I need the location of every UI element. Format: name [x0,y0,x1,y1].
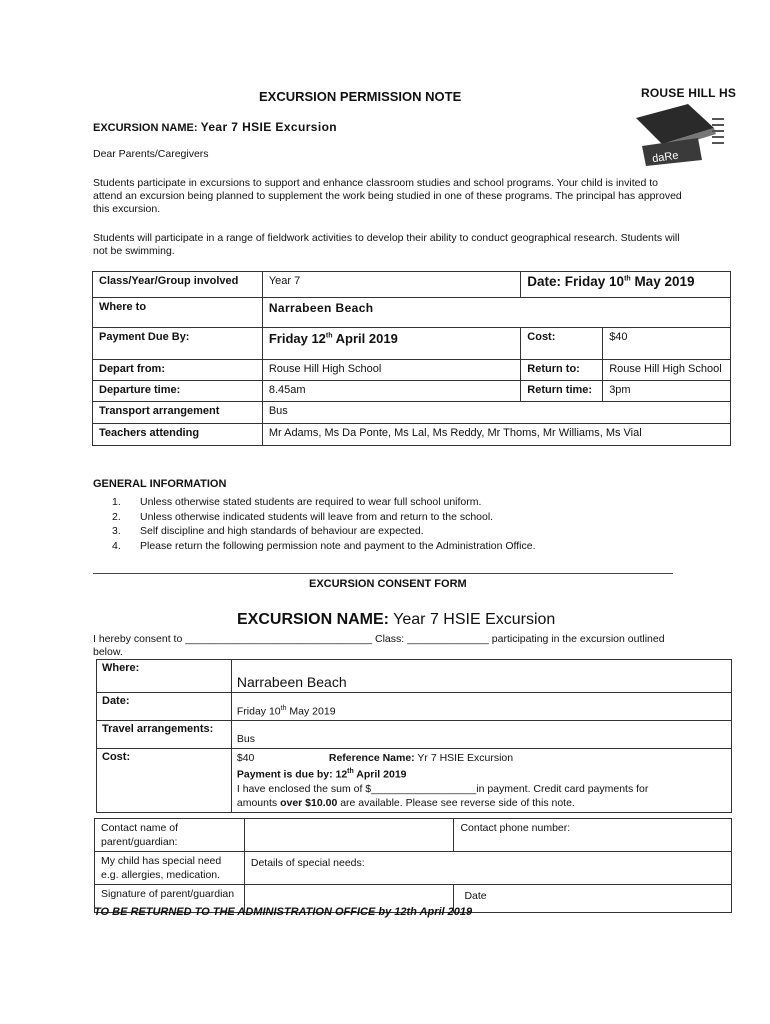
departure-time-value: 8.45am [262,381,520,402]
credit-card-note: amounts over $10.00 are available. Please see reverse side of this note. [236,796,575,809]
consent-date-rest: May 2019 [286,705,336,718]
date-field[interactable]: Date [454,885,732,913]
payment-cell [262,328,520,360]
consent-details-table [96,659,732,813]
consent-date-label: Date: [97,693,232,721]
return-value: Rouse Hill High School [603,360,731,381]
list-item: 4. Please return the following permission note and payment to the Administration Office. [112,539,536,552]
consent-form-heading: EXCURSION CONSENT FORM [309,578,467,590]
consent-statement [93,633,733,659]
date-cell [521,272,731,298]
consent-date-cell [231,693,731,721]
transport-label: Transport arrangement [93,402,263,424]
activity-paragraph: Students will participate in a range of fieldwork activities to develop their ability to conduct geographical research. Students will not be swimming. [93,232,680,257]
payment-sup: th [325,332,333,340]
depart-value: Rouse Hill High School [262,360,520,381]
where-value: Narrabeen Beach [262,298,730,328]
page-title: EXCURSION PERMISSION NOTE [259,89,462,104]
intro-paragraph: Students participate in excursions to support and enhance classroom studies and school programs. Your child is invited to attend an excursion being planned to supplement the work being studied in one of these programs. The principal has approved this excursion. [93,177,682,215]
payment-due-label: Payment is due by: 12 [236,768,348,781]
contact-name-label: Contact name of parent/guardian: [95,819,245,852]
list-item: 1. Unless otherwise stated students are required to wear full school uniform. [112,496,482,508]
logo-badge: daRe [651,149,680,166]
reference-name-label: Reference Name: [328,752,415,764]
excursion-name-label: EXCURSION NAME: [93,122,198,134]
date-text: Date: Friday 10 [527,274,625,289]
consent-travel-label: Travel arrangements: [97,721,232,749]
special-needs-label: My child has special need e.g. allergies, medication. [95,852,245,885]
consent-line: I hereby consent to ________________________________ Class: ______________ participating in the excursion outlined [93,633,665,645]
consent-date-sup: th [280,705,287,712]
consent-line-2: below. [93,646,123,658]
payment-due-rest: April 2019 [353,768,407,781]
consent-cost-value: $40 [236,752,255,764]
consent-date-value: Friday 10 [236,705,281,718]
excursion-name-line [93,120,337,134]
payment-due-sup: th [347,768,354,775]
school-logo-text: ROUSE HILL HS [641,86,737,100]
consent-excursion-value: Year 7 HSIE Excursion [389,611,556,628]
consent-travel-value: Bus [231,721,731,749]
list-item: 3. Self discipline and high standards of behaviour are expected. [112,525,424,537]
teachers-label: Teachers attending [93,424,263,446]
return-label: Return to: [521,360,603,381]
teachers-value: Mr Adams, Ms Da Ponte, Ms Lal, Ms Reddy, Mr Thoms, Mr Williams, Ms Vial [262,424,730,446]
cost-label: Cost: [521,328,603,360]
return-time-label: Return time: [521,381,603,402]
depart-label: Depart from: [93,360,263,381]
excursion-name-value: Year 7 HSIE Excursion [200,120,338,134]
consent-where-label: Where: [97,660,232,693]
general-info-heading: GENERAL INFORMATION [93,478,227,490]
contact-phone-label[interactable]: Contact phone number: [454,819,732,852]
cut-line-divider [93,573,673,574]
consent-excursion-name [237,611,555,629]
general-info-list [112,495,536,553]
where-label: Where to [93,298,263,328]
payment-rest: April 2019 [332,331,398,346]
consent-cost-cell [231,749,731,813]
excursion-details-table [92,271,731,446]
class-value: Year 7 [262,272,520,298]
date-sup: th [624,275,631,283]
reference-name-value: Yr 7 HSIE Excursion [414,752,514,764]
date-rest: May 2019 [630,274,695,289]
return-instructions: TO BE RETURNED TO THE ADMINISTRATION OFFICE by 12th April 2019 [94,906,473,918]
special-needs-field[interactable]: Details of special needs: [244,852,731,885]
transport-value: Bus [262,402,730,424]
greeting: Dear Parents/Caregivers [93,148,209,160]
list-item: 2. Unless otherwise indicated students will leave from and return to the school. [112,510,494,523]
contact-name-field[interactable] [244,819,454,852]
payment-label: Payment Due By: [93,328,263,360]
return-time-value: 3pm [603,381,731,402]
departure-time-label: Departure time: [93,381,263,402]
consent-where-value: Narrabeen Beach [231,660,731,693]
contact-details-table [94,818,732,913]
cost-value: $40 [603,328,731,360]
consent-cost-label: Cost: [97,749,232,813]
signature-label: Signature of parent/guardian [95,885,245,913]
payment-value: Friday 12 [268,331,326,346]
class-label: Class/Year/Group involved [93,272,263,298]
consent-excursion-label: EXCURSION NAME: [237,611,390,628]
enclosed-sum-line: I have enclosed the sum of $__________________in payment. Credit card payments for [236,782,649,795]
school-logo-icon [628,100,728,172]
